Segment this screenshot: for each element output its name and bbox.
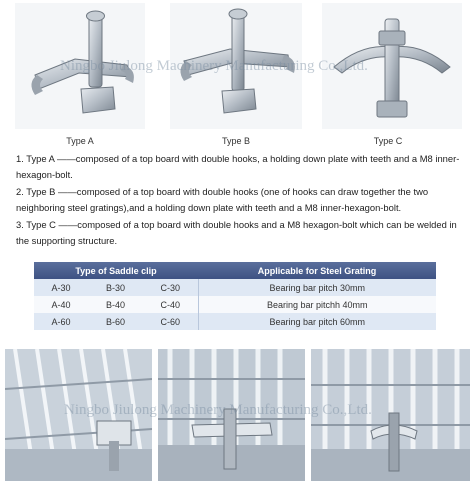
type-b-caption: Type B — [221, 136, 250, 146]
header-steel-grating: Applicable for Steel Grating — [198, 262, 436, 279]
table-header-row — [34, 262, 436, 279]
table-row — [34, 313, 436, 330]
type-a-caption: Type A — [66, 136, 94, 146]
header-saddle-clip: Type of Saddle clip — [34, 262, 198, 279]
description-type-c: 3. Type C ——composed of a top board with double hooks and a M8 hexagon-bolt which can be welded in the supporting structure. — [16, 218, 457, 247]
cell-type-b: B-30 — [88, 279, 143, 296]
cell-type-b: B-60 — [88, 313, 143, 330]
cell-type-c: C-60 — [143, 313, 198, 330]
saddle-clip-table — [34, 262, 436, 330]
table-row — [34, 296, 436, 313]
description — [16, 151, 464, 249]
table-row — [34, 279, 436, 296]
cell-type-a: A-30 — [34, 279, 88, 296]
cell-type-a: A-60 — [34, 313, 88, 330]
cell-type-b: B-40 — [88, 296, 143, 313]
watermark-bottom: Ningbo Jiulong Machinery Manufacturing Co.,Ltd. — [64, 402, 372, 418]
description-type-a: 1. Type A ——composed of a top board with double hooks, a holding down plate with teeth and a M8 inner-hexagon-bolt. — [16, 153, 460, 181]
watermark-top: Ningbo Jiulong Machinery Manufacturing Co.,Ltd. — [60, 58, 368, 74]
description-type-b: 2. Type B ——composed of a top board with double hooks (one of hooks can draw together the two neighboring steel gratings),and a holding down plate with teeth and a M8 inner-hexagon-bolt. — [16, 185, 429, 214]
cell-grating: Bearing bar pitchh 40mm — [198, 296, 436, 313]
cell-grating: Bearing bar pitch 30mm — [198, 279, 436, 296]
cell-type-c: C-30 — [143, 279, 198, 296]
cell-grating: Bearing bar pitch 60mm — [198, 313, 436, 330]
type-c-caption: Type C — [373, 136, 403, 146]
cell-type-c: C-40 — [143, 296, 198, 313]
cell-type-a: A-40 — [34, 296, 88, 313]
